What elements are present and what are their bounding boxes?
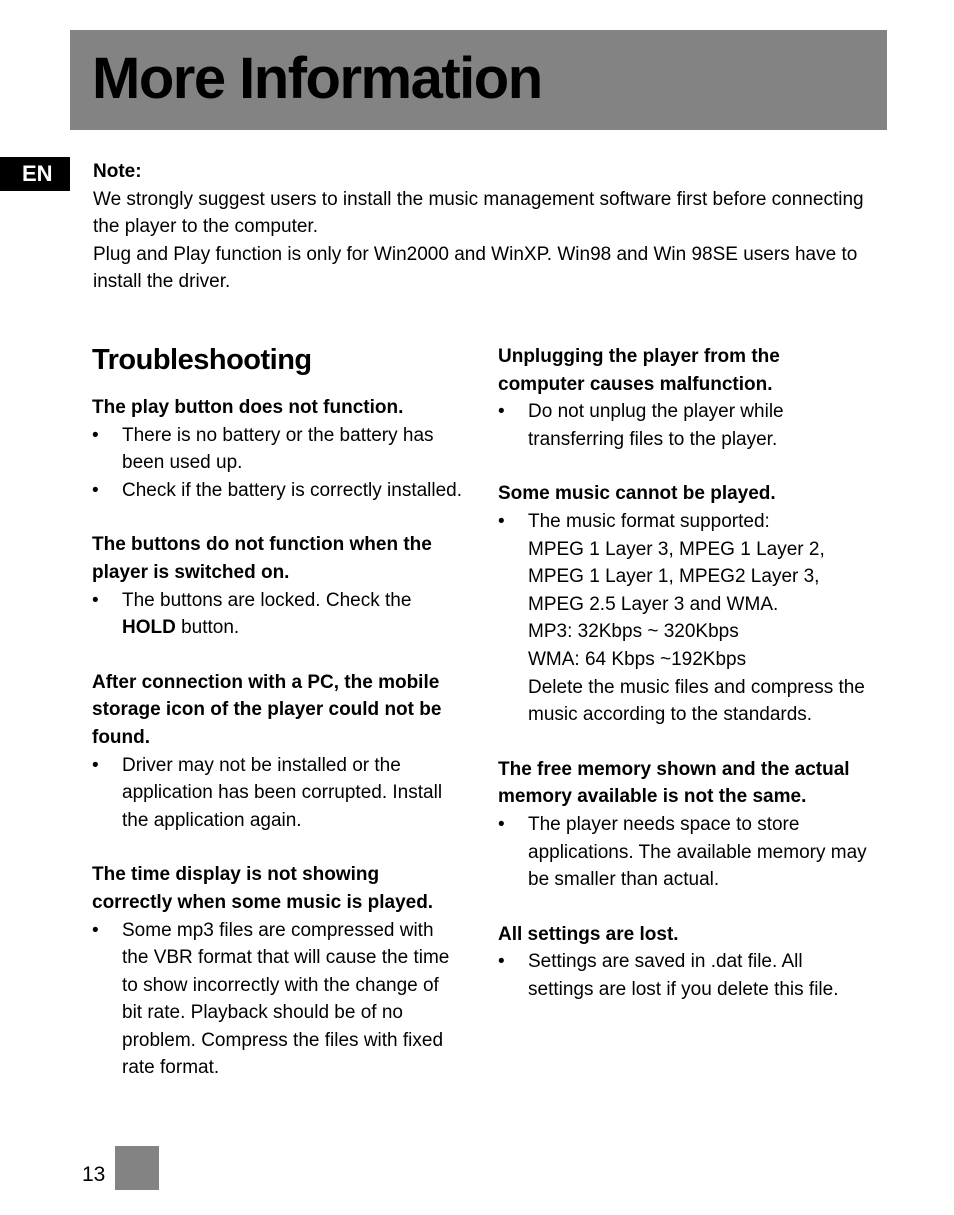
answer-line: WMA: 64 Kbps ~192Kbps — [528, 648, 747, 670]
hold-keyword: HOLD — [122, 617, 176, 639]
faq-question: Unplugging the player from the computer causes malfunction. — [498, 346, 780, 395]
faq-question: The time display is not showing correctly when some music is played. — [92, 864, 434, 913]
faq-answer: • Settings are saved in .dat file. All settings are lost if you delete this file. — [498, 948, 870, 1003]
faq-answer-list — [92, 587, 464, 642]
faq-question: The free memory shown and the actual memory available is not the same. — [498, 758, 850, 808]
faq-answer-list — [498, 398, 870, 453]
answer-line: MPEG 1 Layer 3, MPEG 1 Layer 2, MPEG 1 Layer 1, MPEG2 Layer 3, MPEG 2.5 Layer 3 and WMA. — [528, 538, 825, 615]
faq-answer: • Some mp3 files are compressed with the VBR format that will cause the time to show incorrectly with the change of bit rate. Playback should be of no problem. Compress the files with fixed rate format. — [92, 917, 464, 1083]
faq-item — [498, 756, 870, 894]
page-marker-box — [115, 1146, 159, 1190]
faq-answer-list — [498, 508, 870, 729]
faq-answer: • Do not unplug the player while transferring files to the player. — [498, 398, 870, 453]
note-label: Note: — [93, 161, 142, 182]
faq-question: After connection with a PC, the mobile storage icon of the player could not be found. — [92, 671, 442, 748]
page-title: More Information — [92, 46, 542, 111]
faq-answer: • The buttons are locked. Check the HOLD button. — [92, 587, 464, 642]
answer-line: The music format supported: — [528, 510, 770, 532]
bullet-icon: • — [498, 401, 505, 423]
bullet-icon: • — [92, 424, 99, 446]
bullet-icon: • — [498, 510, 505, 532]
language-tab: EN — [0, 157, 70, 191]
faq-question: The buttons do not function when the player is switched on. — [92, 534, 432, 583]
page-number: 13 — [82, 1163, 106, 1186]
troubleshooting-left-column — [92, 340, 464, 1109]
faq-item — [92, 861, 464, 1082]
faq-answer: • The player needs space to store applications. The available memory may be smaller than actual. — [498, 811, 870, 894]
faq-item — [92, 394, 464, 504]
bullet-icon: • — [92, 919, 99, 941]
bullet-icon: • — [498, 951, 505, 973]
troubleshooting-right-column — [498, 343, 870, 1030]
faq-answer-list — [498, 811, 870, 894]
faq-question: Some music cannot be played. — [498, 483, 776, 505]
faq-answer — [498, 508, 870, 729]
faq-item — [498, 343, 870, 453]
faq-answer: • Check if the battery is correctly installed. — [92, 477, 464, 505]
faq-answer-list — [92, 752, 464, 835]
faq-answer: • There is no battery or the battery has been used up. — [92, 422, 464, 477]
faq-answer-list — [92, 917, 464, 1083]
faq-question: The play button does not function. — [92, 397, 404, 418]
bullet-icon: • — [92, 479, 99, 501]
faq-item — [92, 531, 464, 641]
bullet-icon: • — [498, 813, 505, 835]
note-section — [93, 158, 883, 296]
faq-answer-list — [92, 422, 464, 505]
note-paragraph: Plug and Play function is only for Win2000 and WinXP. Win98 and Win 98SE users have to install the driver. — [93, 243, 858, 293]
answer-line: MP3: 32Kbps ~ 320Kbps — [528, 621, 739, 643]
section-title: Troubleshooting — [92, 344, 312, 376]
header-band — [70, 30, 887, 130]
answer-line: Delete the music files and compress the music according to the standards. — [528, 676, 865, 726]
faq-question: All settings are lost. — [498, 923, 679, 945]
bullet-icon: • — [92, 754, 99, 776]
bullet-icon: • — [92, 589, 99, 611]
faq-item — [498, 480, 870, 728]
note-paragraph: We strongly suggest users to install the music management software first before connecting the player to the computer. — [93, 188, 864, 238]
faq-item — [92, 669, 464, 835]
faq-answer-list — [498, 948, 870, 1003]
faq-item — [498, 921, 870, 1004]
faq-answer: • Driver may not be installed or the application has been corrupted. Install the application again. — [92, 752, 464, 835]
